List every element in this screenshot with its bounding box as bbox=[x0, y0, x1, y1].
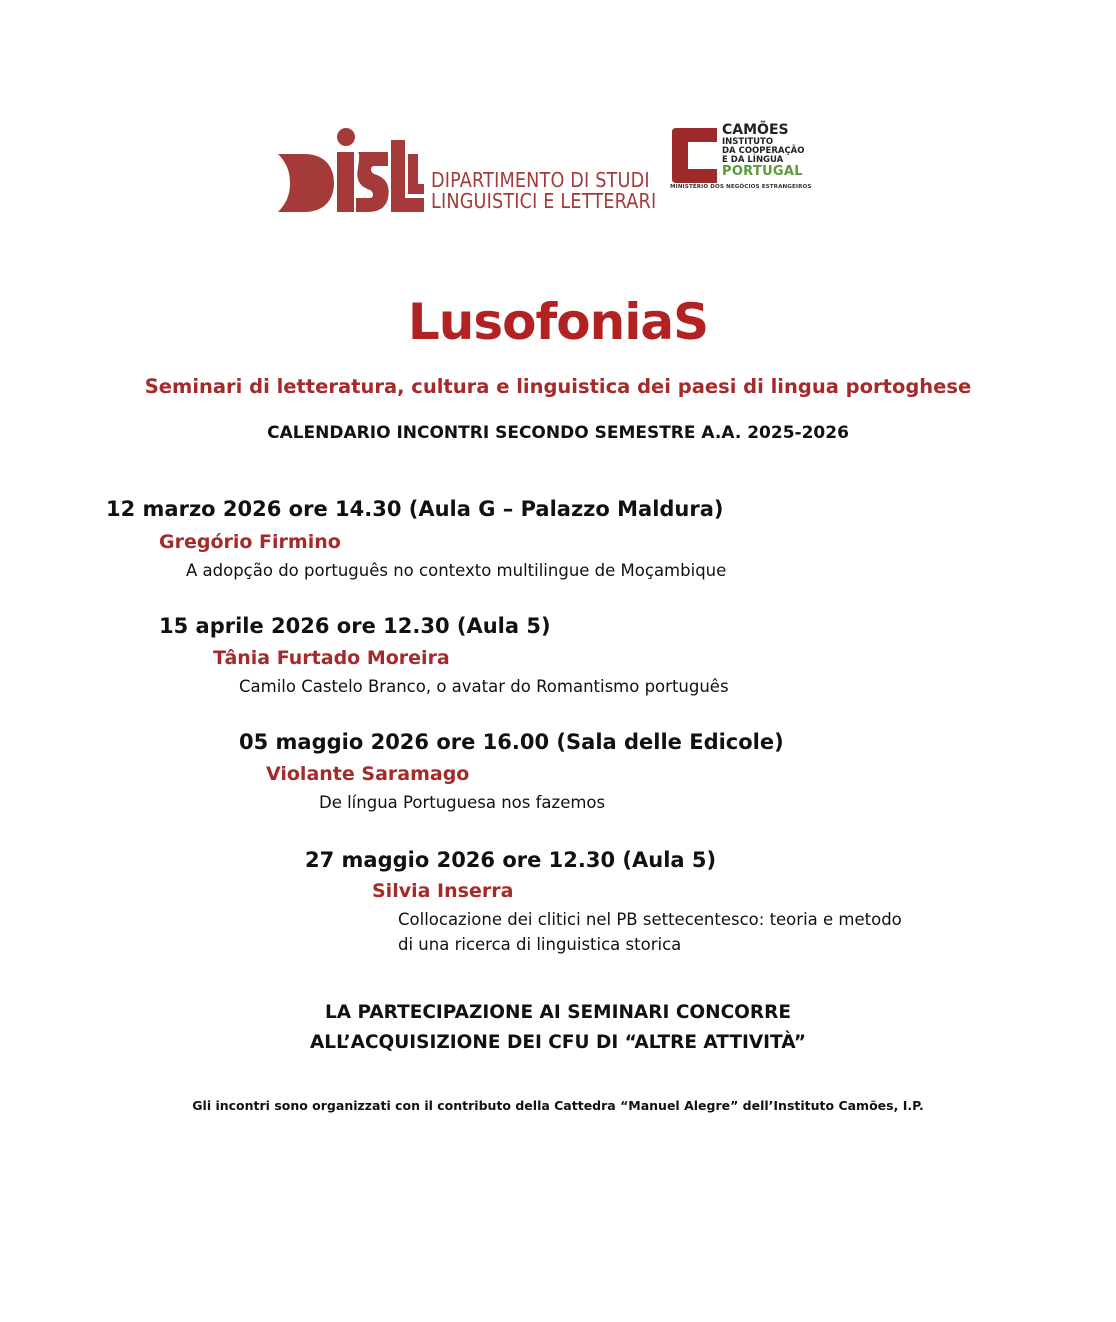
disl-department-name bbox=[431, 170, 656, 212]
event-3-topic: De língua Portuguesa nos fazemos bbox=[319, 793, 606, 812]
page-subtitle: Seminari di letteratura, cultura e linguistica dei paesi di lingua portoghese bbox=[144, 375, 972, 398]
footer-credit: Gli incontri sono organizzati con il contributo della Cattedra “Manuel Alegre” dell’Instituto Camões, I.P. bbox=[192, 1098, 924, 1113]
event-2-datetime: 15 aprile 2026 ore 12.30 (Aula 5) bbox=[159, 614, 551, 638]
event-3-speaker: Violante Saramago bbox=[266, 763, 470, 785]
disl-line2: LINGUISTICI E LETTERARI bbox=[431, 189, 657, 213]
event-4-datetime: 27 maggio 2026 ore 12.30 (Aula 5) bbox=[305, 848, 717, 872]
camoes-c-icon bbox=[672, 128, 717, 183]
page-title: LusofoniaS bbox=[407, 293, 709, 351]
cfu-notice-line1: LA PARTECIPAZIONE AI SEMINARI CONCORRE bbox=[324, 1002, 792, 1023]
cfu-notice bbox=[0, 998, 1116, 1058]
event-1-topic: A adopção do português no contexto multilingue de Moçambique bbox=[186, 561, 727, 580]
calendar-heading: CALENDARIO INCONTRI SECONDO SEMESTRE A.A. 2025-2026 bbox=[267, 423, 849, 443]
event-2-speaker: Tânia Furtado Moreira bbox=[213, 647, 450, 669]
cfu-notice-line2: ALL’ACQUISIZIONE DEI CFU DI “ALTRE ATTIVITÀ” bbox=[309, 1032, 806, 1053]
event-2-topic: Camilo Castelo Branco, o avatar do Romantismo português bbox=[239, 677, 729, 696]
event-3-datetime: 05 maggio 2026 ore 16.00 (Sala delle Edicole) bbox=[239, 730, 784, 754]
camoes-portugal: PORTUGAL bbox=[722, 164, 803, 179]
event-4-topic-line1: Collocazione dei clitici nel PB settecentesco: teoria e metodo bbox=[398, 910, 902, 929]
camoes-line2: DA COOPERAÇÃO bbox=[722, 146, 805, 156]
camoes-logo bbox=[664, 118, 839, 213]
event-4-speaker: Silvia Inserra bbox=[372, 880, 514, 902]
camoes-line1: INSTITUTO bbox=[722, 137, 774, 147]
disl-logo-mark-icon bbox=[276, 122, 424, 214]
event-1-speaker: Gregório Firmino bbox=[159, 531, 341, 553]
camoes-title: CAMÕES bbox=[722, 122, 789, 138]
camoes-ministry: MINISTÉRIO DOS NEGÓCIOS ESTRANGEIROS bbox=[670, 184, 812, 190]
event-1-datetime: 12 marzo 2026 ore 14.30 (Aula G – Palazzo Maldura) bbox=[106, 497, 724, 521]
event-4-topic-line2: di una ricerca di linguistica storica bbox=[398, 935, 682, 954]
disl-logo bbox=[276, 122, 656, 217]
disl-line1: DIPARTIMENTO DI STUDI bbox=[431, 168, 650, 192]
camoes-line3: E DA LÍNGUA bbox=[722, 155, 784, 165]
camoes-institute-name bbox=[722, 138, 805, 165]
